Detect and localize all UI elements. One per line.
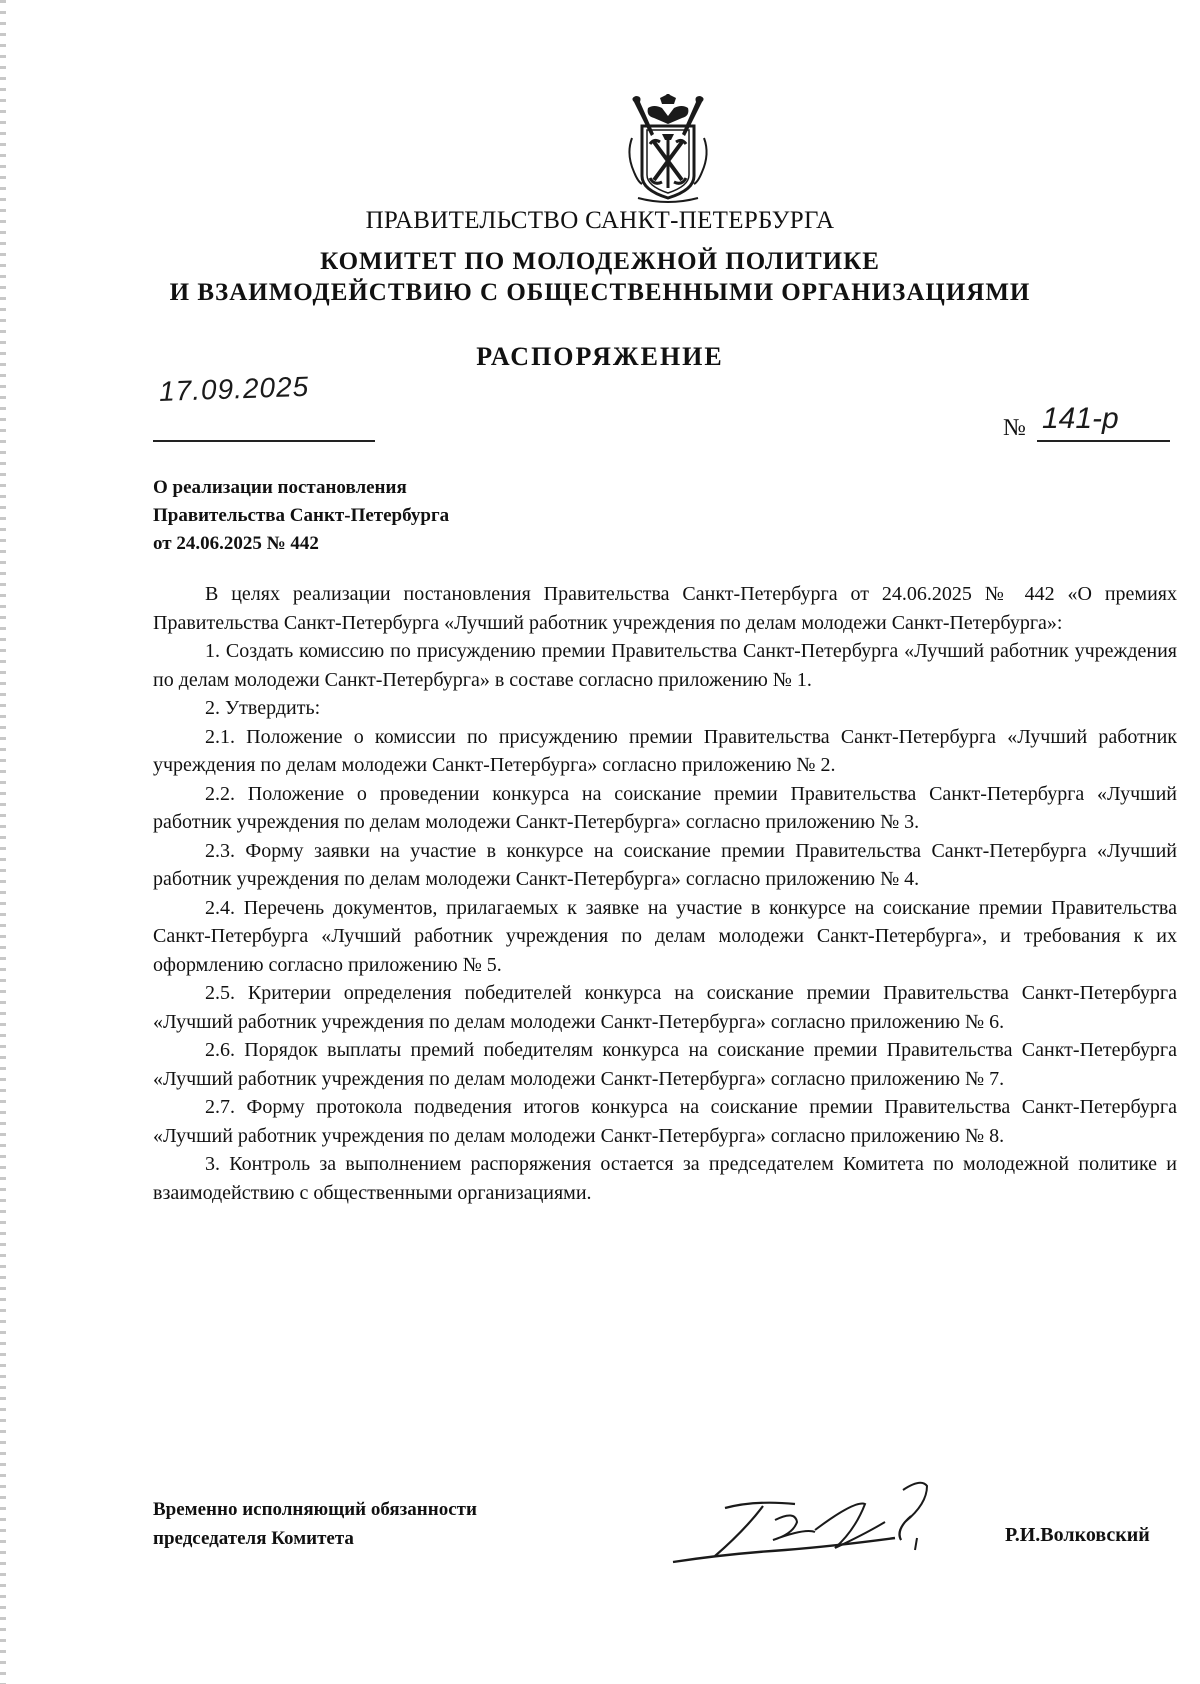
document-body [153,580,1177,1207]
document-subject [153,474,653,558]
body-paragraph: 2.7. Форму протокола подведения итогов конкурса на соискание премии Правительства Санкт-Петербурга «Лучший работник учреждения по делам молодежи Санкт-Петербурга» согласно приложению № 8. [153,1096,1177,1147]
subject-line: от 24.06.2025 № 442 [153,533,319,554]
body-paragraph: 3. Контроль за выполнением распоряжения остается за председателем Комитета по молодежной политике и взаимодействию с общественными организациями. [153,1153,1177,1204]
date-underline [153,440,375,442]
document-number: 141-р [1042,402,1119,435]
number-sign: № [1003,415,1026,441]
body-paragraph: 2.6. Порядок выплаты премий победителям конкурса на соискание премии Правительства Санкт-Петербурга «Лучший работник учреждения по делам молодежи Санкт-Петербурга» согласно приложению № 7. [153,1039,1177,1090]
subject-line: О реализации постановления [153,477,407,498]
subject-line: Правительства Санкт-Петербурга [153,505,450,526]
body-paragraph: 2.1. Положение о комиссии по присуждению премии Правительства Санкт-Петербурга «Лучший работник учреждения по делам молодежи Санкт-Петербурга» согласно приложению № 2. [153,725,1177,776]
saint-petersburg-coat-of-arms-icon [624,94,712,206]
body-paragraph: 1. Создать комиссию по присуждению премии Правительства Санкт-Петербурга «Лучший работник учреждения по делам молодежи Санкт-Петербурга» в составе согласно приложению № 1. [153,640,1177,691]
body-paragraph: 2.3. Форму заявки на участие в конкурсе на соискание премии Правительства Санкт-Петербурга «Лучший работник учреждения по делам молодежи Санкт-Петербурга» согласно приложению № 4. [153,839,1177,890]
handwritten-signature-icon [665,1470,995,1580]
body-paragraph: 2.5. Критерии определения победителей конкурса на соискание премии Правительства Санкт-Петербурга «Лучший работник учреждения по делам молодежи Санкт-Петербурга» согласно приложению № 6. [153,982,1177,1033]
committee-name-line2: И ВЗАИМОДЕЙСТВИЮ С ОБЩЕСТВЕННЫМИ ОРГАНИЗАЦИЯМИ [169,279,1031,306]
document-date: 17.09.2025 [158,370,310,408]
body-paragraph: 2.2. Положение о проведении конкурса на соискание премии Правительства Санкт-Петербурга «Лучший работник учреждения по делам молодежи Санкт-Петербурга» согласно приложению № 3. [153,782,1177,833]
signer-position [153,1495,613,1553]
body-paragraph: 2.4. Перечень документов, прилагаемых к заявке на участие в конкурсе на соискание премии Правительства Санкт-Петербурга «Лучший работник учреждения по делам молодежи Санкт-Петербурга», и требования к их оформлению согласно приложению № 5. [153,896,1177,976]
government-name: ПРАВИТЕЛЬСТВО САНКТ-ПЕТЕРБУРГА [365,207,835,234]
body-paragraph: 2. Утвердить: [205,697,321,719]
signer-position-line: председателя Комитета [153,1528,354,1549]
number-underline [1037,440,1170,442]
signer-position-line: Временно исполняющий обязанности [153,1499,477,1520]
committee-name-line1: КОМИТЕТ ПО МОЛОДЕЖНОЙ ПОЛИТИКЕ [320,248,880,275]
document-type: РАСПОРЯЖЕНИЕ [476,342,724,371]
signer-name: Р.И.Волковский [1005,1524,1150,1546]
body-paragraph: В целях реализации постановления Правительства Санкт-Петербурга от 24.06.2025 № 442 «О премиях Правительства Санкт-Петербурга «Лучший работник учреждения по делам молодежи Санкт-Петербурга»: [153,583,1177,634]
